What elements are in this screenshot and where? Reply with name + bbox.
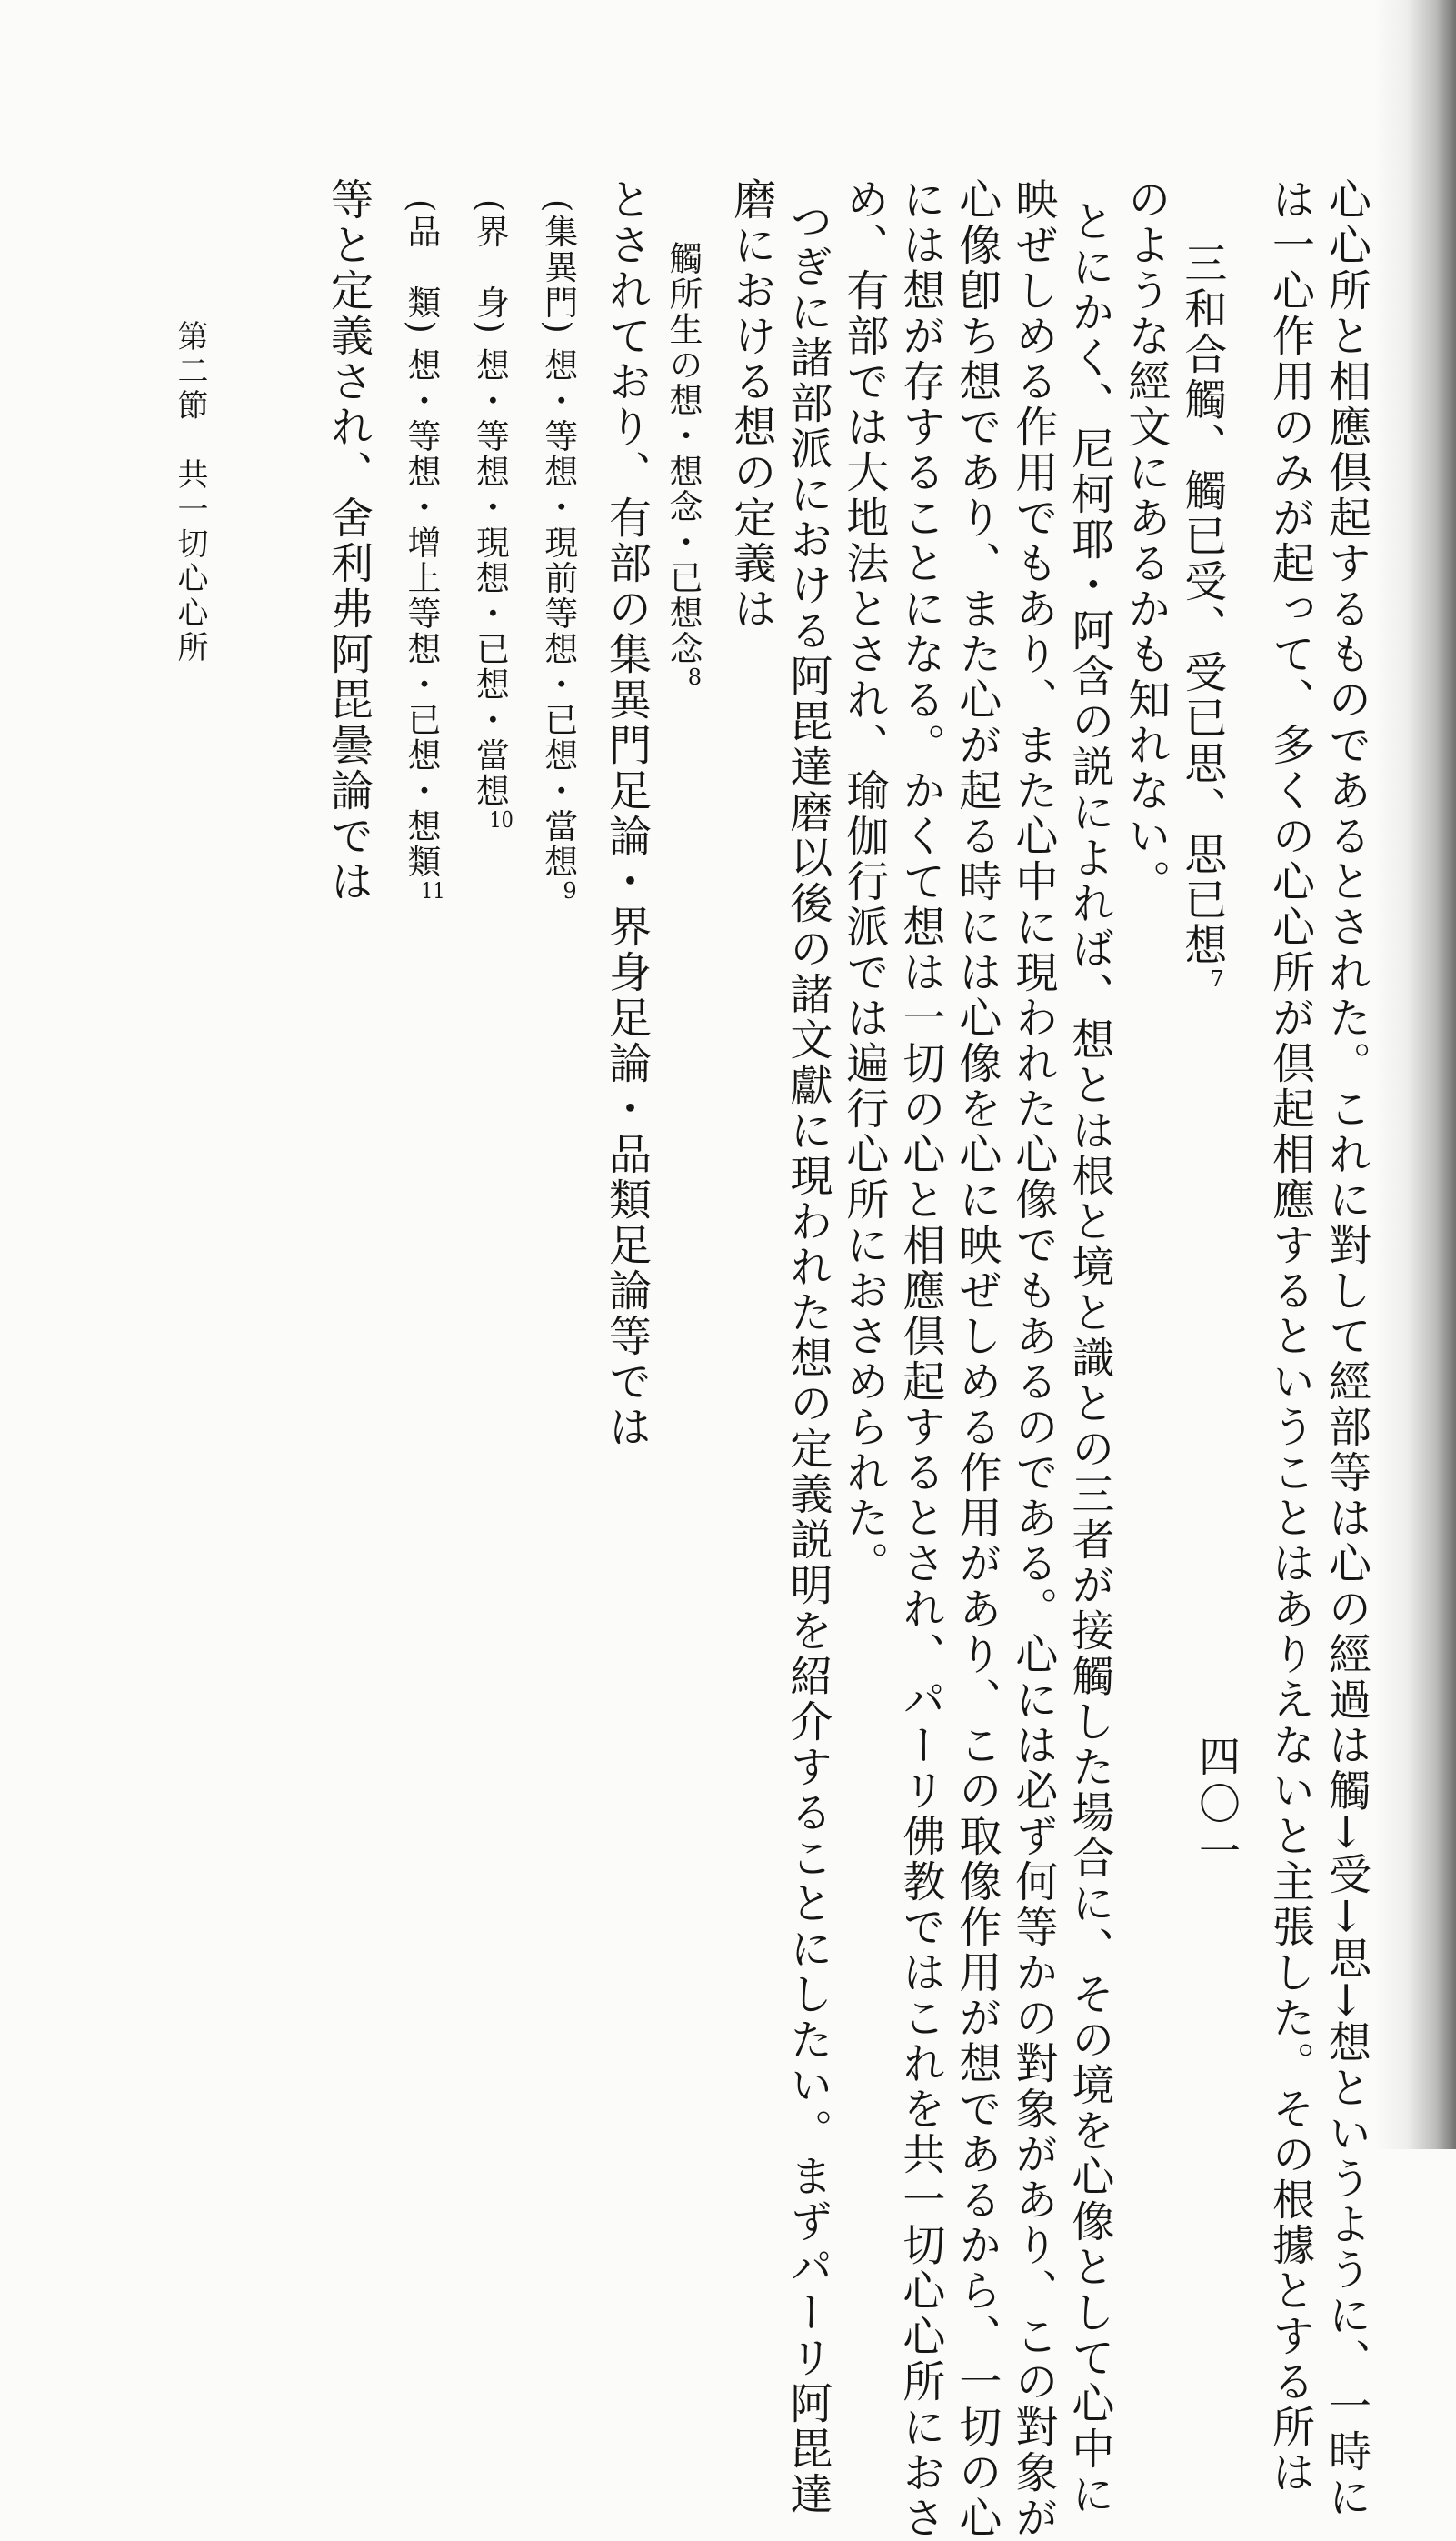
running-head: 第二節 共一切心心所 [172, 320, 208, 665]
definition-line-sangiti: (集異門) 想・等想・現前等想・已想・當想$^9$ [530, 177, 598, 1732]
text-line-4: のような經文にあるかも知れない。 [1121, 177, 1172, 905]
text-line-5: とにかく、尼柯耶・阿含の説によれば、想とは根と境と識との三者が接觸した場合に、その境を心像として心中に [1064, 199, 1115, 2517]
text-line-17: 等と定義され、舍利弗阿毘曇論では [324, 177, 374, 905]
note-ref-10: 10 [489, 808, 514, 831]
page-number: 四〇一 [1192, 1735, 1242, 1876]
note-ref-8: 8 [687, 666, 702, 688]
text-line-6: 映ぜしめる作用でもあり、また心中に現われた心像でもあるのである。心には必ず何等かの對象があり、この對象が [1008, 177, 1059, 2541]
quoted-sutra-line: 三和合觸、觸已受、受已思、思已想$^7$ [1173, 177, 1245, 1732]
text-line-9: め、有部では大地法とされ、瑜伽行派では遍行心所におさめられた。 [839, 177, 890, 1586]
text-line-7: 心像卽ち想であり、また心が起る時には心像を心に映ぜしめる作用があり、この取像作用が想であるから、一切の心 [952, 177, 1002, 2541]
definition-line-dhatukaya: (界 身) 想・等想・現想・已想・當想$^{10}$ [470, 199, 514, 831]
text-line-2: は一心作用のみが起って、多くの心心所が倶起相應するということはありえないと主張した。その根據とする所は [1265, 177, 1315, 2496]
note-ref-9: 9 [563, 879, 577, 902]
note-ref-11: 11 [421, 879, 445, 902]
text-line-1: 心心所と相應倶起するものであるとされた。これに對して經部等は心の經過は觸→受→思→想というように、一時に [1321, 177, 1371, 2521]
pali-definition-line: 觸所生の想・想念・已想念$^8$ [654, 177, 723, 1732]
text-line-11: 磨における想の定義は [726, 177, 777, 632]
note-ref-7: 7 [1210, 968, 1224, 990]
text-line-8: には想が存することになる。かくて想は一切の心と相應倶起するとされ、パーリ佛教ではこれを共一切心心所におさ [895, 177, 946, 2541]
text-line-10: つぎに諸部派における阿毘達磨以後の諸文獻に現われた想の定義説明を紹介することにしたい。まずパーリ阿毘達 [783, 199, 833, 2517]
definition-line-prakarana: (品 類) 想・等想・增上等想・已想・想類$^{11}$ [402, 199, 445, 902]
text-line-13: とされており、有部の集異門足論・界身足論・品類足論等では [602, 177, 653, 1450]
page-edge-shadow [1374, 0, 1456, 2149]
